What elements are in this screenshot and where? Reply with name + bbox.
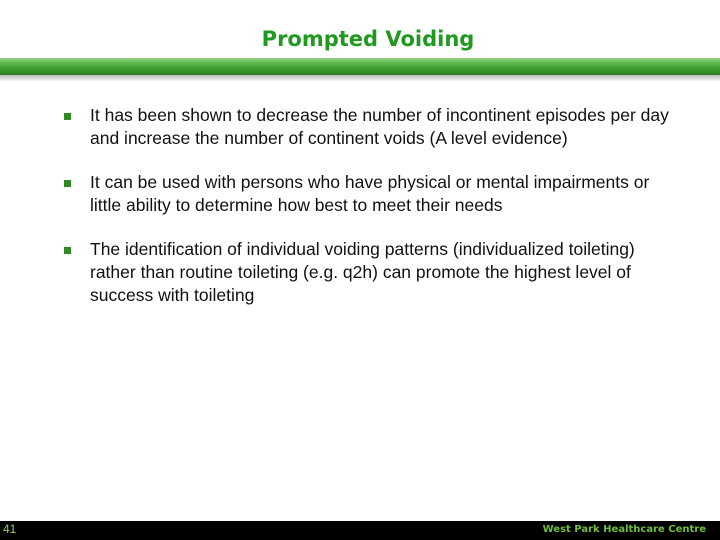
square-bullet-icon bbox=[64, 180, 71, 187]
square-bullet-icon bbox=[64, 247, 71, 254]
bullet-item-3 bbox=[64, 238, 684, 307]
bullet-item-1 bbox=[64, 104, 684, 150]
bullet-text-1: It has been shown to decrease the number of incontinent episodes per day and increase the number of continent voids (A level evidence) bbox=[90, 105, 669, 148]
bullet-item-2 bbox=[64, 171, 684, 217]
footer-brand: West Park Healthcare Centre bbox=[542, 524, 706, 535]
bullet-text-3: The identification of individual voiding patterns (individualized toileting) rather than routine toileting (e.g. q2h) can promote the highest level of success with toileting bbox=[90, 239, 635, 305]
square-bullet-icon bbox=[64, 113, 71, 120]
page-number: 41 bbox=[3, 522, 17, 536]
title-underline-bar bbox=[0, 58, 720, 75]
bullet-list bbox=[64, 104, 684, 328]
slide-title: Prompted Voiding bbox=[261, 27, 475, 51]
title-bar-shadow bbox=[0, 75, 720, 81]
bullet-text-2: It can be used with persons who have physical or mental impairments or little ability to determine how best to meet their needs bbox=[90, 172, 650, 215]
